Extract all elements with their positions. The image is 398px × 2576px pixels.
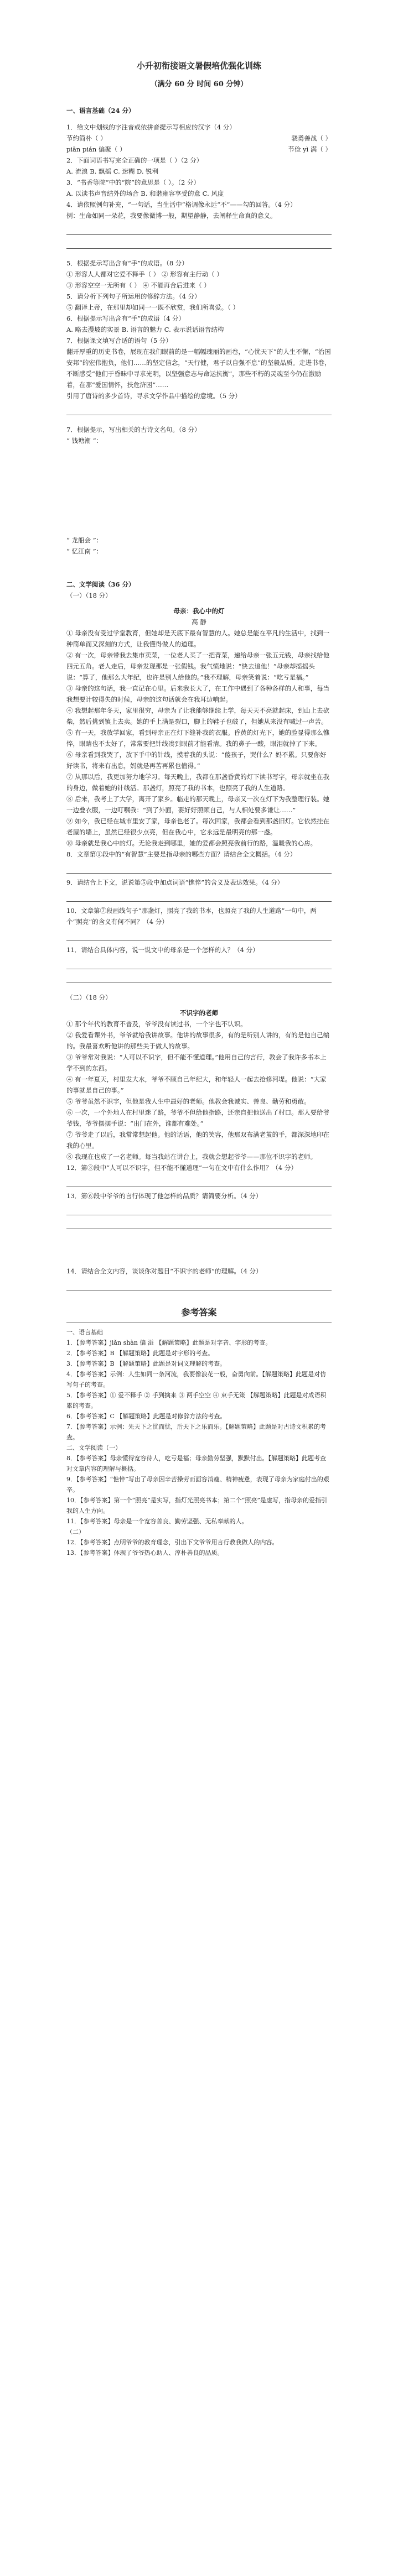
answer-line (66, 973, 332, 983)
question-4: 4．请依照例句补充，“一句话，当生活中”格调像永远“不”——勾的回答。（4 分） (66, 201, 297, 208)
subsection-2: （二）（18 分） (66, 994, 112, 1001)
question-14: 14．请结合全文内容，谈谈你对题目“不识字的老师”的理解。（4 分） (66, 1267, 262, 1275)
spacer (66, 1232, 332, 1266)
answer-line (66, 1205, 332, 1215)
passage2-paragraph: ③ 爷爷常对我说：“人可以不识字，但不能不懂道理。”他用自己的言行，教会了我许多书本上学不到的东西。 (66, 1053, 327, 1072)
answer-item: 5．【参考答案】① 爱不释手 ② 手到擒来 ③ 两手空空 ④ 束手无策 【解题策略】此题是对成语积累的考查。 (66, 1392, 327, 1409)
answer-line (66, 891, 332, 902)
passage-paragraph: ① 母亲没有受过学堂教育，但她却是天底下最有智慧的人。她总是能在平凡的生活中，找到一种简单而又深刻的方式，让我懂得做人的道理。 (66, 629, 330, 648)
answer-item: 7．【参考答案】示例：先天下之忧而忧，后天下之乐而乐。【解题策略】此题是对古诗文积累的考查。 (66, 1423, 326, 1441)
passage-paragraph: ③ 母亲的这句话，我一直记在心里。后来我长大了，在工作中遇到了各种各样的人和事，每当我想要计较得失的时候，母亲的这句话就会在我耳边响起。 (66, 685, 330, 703)
passage-paragraph: ⑤ 有一天，我放学回家，看到母亲正在灯下缝补我的衣服。昏黄的灯光下，她的脸显得那么憔悴，眼睛也不太好了，常常要把针线凑到眼前才能看清。我的鼻子一酸，眼泪就掉了下来。 (66, 729, 330, 748)
answer-line (66, 863, 332, 874)
passage-paragraph: ⑦ 从那以后，我更加努力地学习。每天晚上，我都在那盏昏黄的灯下读书写字，母亲就坐在我的身边，做着她的针线活。那盏灯，照亮了我的书本，也照亮了我的人生道路。 (66, 773, 330, 792)
answers-heading: 参考答案 (181, 1307, 217, 1318)
passage2-paragraph: ⑥ 一次，一个外地人在村里迷了路，爷爷不但给他指路，还亲自把他送出了村口。那人要给爷爷钱，爷爷摆摆手说：“出门在外，谁都有难处。” (66, 1109, 330, 1127)
q5-item: ③ 形容空空一无所有（ ） ④ 不能再合后进来（ ） (66, 281, 210, 289)
part2-section (66, 579, 332, 1290)
answers-section (66, 1307, 332, 1558)
spacer (66, 446, 332, 535)
answer-item: 13．【参考答案】体现了爷爷热心助人、淳朴善良的品质。 (66, 1549, 224, 1556)
subsection-1: （一）（18 分） (66, 592, 112, 599)
document-subtitle: （满分 60 分 时间 60 分钟） (150, 80, 248, 88)
answer-line (66, 1219, 332, 1229)
answer-line (66, 238, 332, 249)
divider (66, 1322, 332, 1323)
answer-line (66, 405, 332, 415)
question-7-task: 引用了唐诗的多少首诗，寻求文学作品中描绘的意境。（5 分） (66, 392, 241, 400)
q8-item: “ 钱塘潮 ”： (66, 437, 103, 445)
passage-paragraph: ④ 我想起那年冬天，家里很穷，母亲为了让我能够继续上学，每天天不亮就起床，到山上去砍柴，然后挑到镇上去卖。她的手上满是裂口，脚上的鞋子也破了，但她从来没有喊过一声苦。 (66, 707, 330, 725)
answer-line (66, 931, 332, 941)
question-2-options: A. 流浪 B. 飘摇 C. 迷糊 D. 锐利 (66, 168, 159, 175)
q8-item: “ 龙船会 ”： (66, 536, 103, 544)
q5-item: ⑤ 翻译上帝，在那里却如同一一既不欣赏，我们所喜爱。（ ） (66, 304, 240, 311)
passage2-paragraph: ② 我爱看课外书，爷爷就给我讲故事。他讲的故事很多，有的是听别人讲的，有的是他自己编的。我最喜欢听他讲的那些关于做人的故事。 (66, 1031, 330, 1050)
question-2: 2．下面词语书写完全正确的一项是（ ）（2 分） (66, 156, 203, 164)
q1-item-c: piān pián 偏聚（ ） (66, 145, 126, 153)
document-title: 小升初衔接语文暑假培优强化训练 (136, 61, 261, 71)
answer-item: 一、语言基础 (66, 1329, 103, 1336)
passage-paragraph: ⑥ 母亲看到我哭了，放下手中的针线，摸着我的头说：“傻孩子，哭什么？妈不累。只要你好好读书，将来有出息，妈就是再苦再累也值得。” (66, 751, 327, 770)
answer-item: 二、文学阅读（一） (66, 1444, 121, 1451)
passage2-paragraph: ④ 有一年夏天，村里发大水，爷爷不顾自己年纪大，和年轻人一起去抢修河堤。他说：“大家的事就是自己的事。” (66, 1075, 327, 1094)
answer-line (66, 959, 332, 969)
part1-section (66, 105, 332, 557)
passage-author: 高 静 (192, 618, 206, 626)
question-6-options: A. 略去漫坡的实景 B. 语言的魅力 C. 表示说话语音结构 (66, 326, 224, 333)
answer-item: 11．【参考答案】母亲是一个宽容善良、勤劳坚强、无私奉献的人。 (66, 1518, 248, 1525)
passage2-paragraph: ⑦ 爷爷走了以后，我常常想起他。他的话语，他的笑容，他那双布满老茧的手，都深深地印在我的心里。 (66, 1131, 330, 1149)
question-9: 9．请结合上下文，说说第⑤段中加点词语“憔悴”的含义及表达效果。（4 分） (66, 879, 284, 886)
question-13: 13．第⑥段中爷爷的言行体现了他怎样的品质？请简要分析。（4 分） (66, 1192, 262, 1200)
passage2-paragraph: ⑤ 爷爷虽然不识字，但他是我人生中最好的老师。他教会我诚实、善良、勤劳和勇敢。 (66, 1098, 311, 1105)
passage2-paragraph: ① 那个年代的教育不普及，爷爷没有读过书，一个字也不认识。 (66, 1020, 247, 1028)
answer-item: 9．【参考答案】“憔悴”写出了母亲因辛苦操劳而面容消瘦、精神疲惫，表现了母亲为家庭付出的艰辛。 (66, 1476, 329, 1493)
answer-line (66, 1280, 332, 1290)
question-1: 1．给文中划线的字注音或依拼音提示写相应的汉字（4 分） (66, 123, 236, 131)
question-3-options: A. 以读书声音结外的场合 B. 和谐雍容享受的意 C. 风度 (66, 190, 224, 197)
question-12: 12．第③段中“人可以不识字，但不能不懂道理”一句在文中有什么作用？（4 分） (66, 1164, 297, 1172)
passage2-paragraph: ⑧ 我现在也成了一名老师。每当我站在讲台上，我就会想起爷爷——那位不识字的老师。 (66, 1153, 317, 1161)
passage-paragraph: ⑨ 如今，我已经在城市里安了家，母亲也老了。每次回家，我都会看到那盏旧灯。它依然挂在老屋的墙上，虽然已经很少点亮，但在我心中，它永远是最明亮的那一盏。 (66, 817, 330, 836)
passage2-title: 不识字的老师 (180, 1009, 218, 1017)
q5-item: ① 形容人人都对它爱不释手（ ） ② 形容有主行动（ ） (66, 270, 223, 278)
answer-item: 10．【参考答案】第一个“照亮”是实写，指灯光照亮书本；第二个“照亮”是虚写，指母亲的爱指引我的人生方向。 (66, 1497, 327, 1514)
question-11: 11．请结合具体内容，说一说文中的母亲是一个怎样的人？（4 分） (66, 946, 259, 954)
answer-line (66, 1177, 332, 1187)
answer-item: 2．【参考答案】B 【解题策略】此题是对字形的考查。 (66, 1350, 214, 1357)
passage-paragraph: ② 有一次，母亲带我去集市卖菜，一位老人买了一把青菜，递给母亲一张五元钱，母亲找给他四元五角。老人走后，母亲发现那是一张假钱。我气愤地说：“快去追他！”母亲却摇摇头说：“算了，他那么大年纪，也许是别人给他的。”我不理解，母亲笑着说：“吃亏是福。” (66, 651, 330, 681)
question-5: 5．根据提示写出含有“手”的成语。（8 分） (66, 259, 188, 267)
question-7-passage: 翻开厚重的历史书卷，展现在我们眼前的是一幅幅瑰丽的画卷，“心忧天下”的人生不懈，“治国安邦”的宏伟抱负，他们……的坚定信念，“天行健，君子以自强不息”的坚毅品质。走进书卷，不断感受“他们于昏昧中寻求光明，以坚强意志与命运抗衡”，那些不朽的灵魂至今仍在激励着，在那“爱国情怀，扶危济困”…… (66, 348, 331, 389)
answer-item: 6．【参考答案】C 【解题策略】此题是对修辞方法的考查。 (66, 1413, 226, 1420)
answer-item: 1．【参考答案】jiǎn shàn 偏 溢 【解题策略】此题是对字音、字形的考查。 (66, 1339, 272, 1346)
q5-item: 5．请分析下列句子所运用的修辞方法。（4 分） (66, 292, 201, 300)
question-10: 10．文章第⑦段画线句子“那盏灯，照亮了我的书本，也照亮了我的人生道路”一句中，两个“照亮”的含义有何不同？（4 分） (66, 907, 317, 926)
question-1-row1 (66, 133, 332, 144)
answer-item: 4．【参考答案】示例：人生如同一条河流，我要像浪花一般，奋勇向前。【解题策略】此题是对仿写句子的考查。 (66, 1371, 326, 1388)
question-3: 3．“书香等院”中的“院”的意思是（ ）。（2 分） (66, 179, 200, 186)
question-1-row2 (66, 144, 332, 155)
q8-item: “ 忆江南 ”： (66, 547, 103, 555)
question-7: 7．根据课文填写合适的语句（5 分） (66, 337, 172, 344)
passage-paragraph: ⑩ 母亲就是我心中的灯。无论我走到哪里，她的爱都会照亮我前行的路，温暖我的心房。 (66, 839, 317, 847)
question-6: 6．根据提示写出含有“手”的成语（4 分） (66, 315, 185, 322)
answer-item: 12．【参考答案】点明爷爷的教育理念，引出下文爷爷用言行教我做人的内容。 (66, 1539, 278, 1546)
question-4-example: 例：生命如同一朵花，我要像微博一般，期望静静，去阐释生命真的意义。 (66, 212, 277, 220)
answer-item: 8．【参考答案】母亲懂得宽容待人，吃亏是福；母亲勤劳坚强，默默付出。【解题策略】此题考查对文章内容的理解与概括。 (66, 1455, 326, 1472)
part1-heading: 一、语言基础（24 分） (66, 107, 135, 114)
answer-line (66, 224, 332, 235)
part2-heading: 二、文学阅读（36 分） (66, 581, 135, 588)
answer-item: 3．【参考答案】B 【解题策略】此题是对词义理解的考查。 (66, 1360, 226, 1367)
passage-paragraph: ⑧ 后来，我考上了大学，离开了家乡。临走的那天晚上，母亲又一次在灯下为我整理行装。她一边叠衣服，一边叮嘱我：“到了外面，要好好照顾自己，与人相处要多谦让……” (66, 795, 330, 814)
q1-item-b: 骁勇善战（ ） (291, 134, 332, 142)
answer-item: （二） (66, 1528, 85, 1535)
question-8b: 8．文章第①段中的“有智慧”主要是指母亲的哪些方面？请结合全文概括。（4 分） (66, 850, 297, 858)
question-8: 7．根据提示，写出相关的古诗文名句。（8 分） (66, 426, 201, 433)
q1-item-d: 节俭 yì 满（ ） (288, 145, 332, 153)
q1-item-a: 节约简朴（ ） (66, 134, 107, 142)
passage-title: 母亲：我心中的灯 (173, 607, 225, 615)
